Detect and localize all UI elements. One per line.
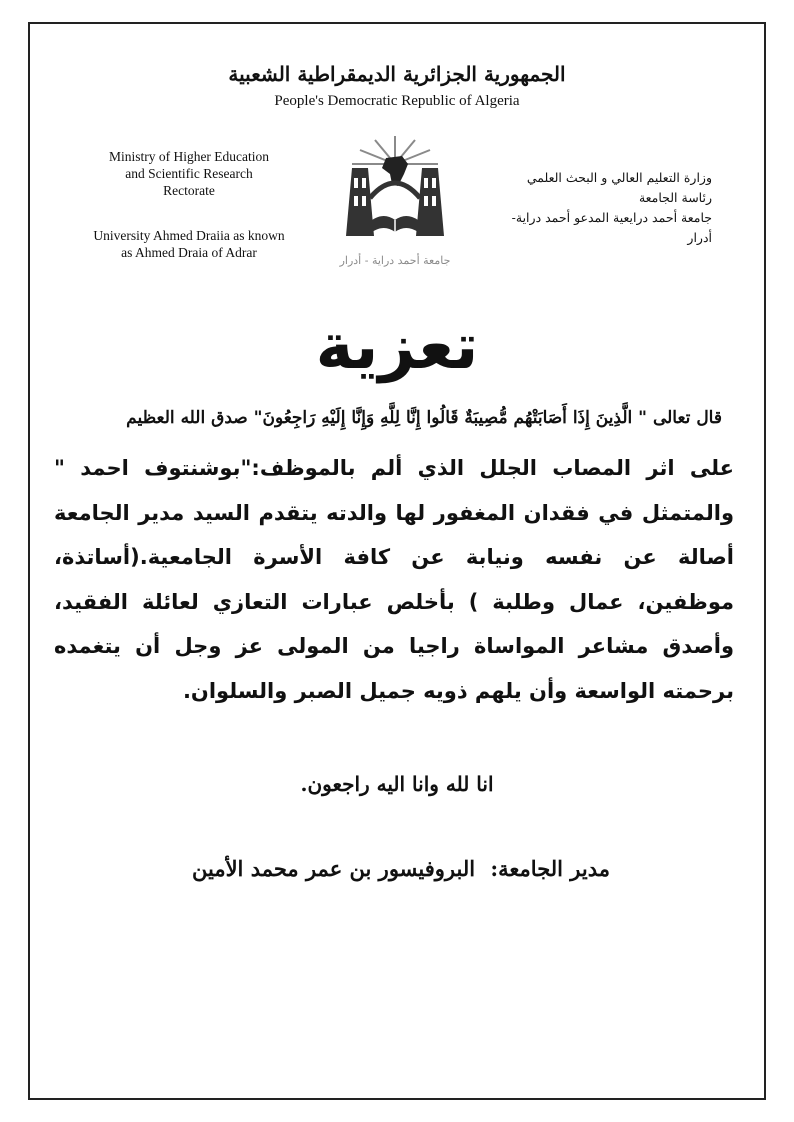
right-letterhead bbox=[492, 168, 712, 248]
signature-title: مدير الجامعة: bbox=[490, 856, 610, 881]
left-letterhead bbox=[78, 148, 300, 261]
header-arabic-title: الجمهورية الجزائرية الديمقراطية الشعبية bbox=[228, 62, 566, 86]
signature-block bbox=[192, 856, 610, 881]
university-line-1: University Ahmed Draiia as known bbox=[93, 228, 285, 243]
quran-verse: قال تعالى " الَّذِينَ إِذَا أَصَابَتْهُم مُّصِيبَةٌ قَالُوا إِنَّا لِلَّهِ وَإِنَّا إِلَيْهِ رَاجِعُونَ" صدق الله العظيم bbox=[126, 408, 722, 428]
header-english-title: People's Democratic Republic of Algeria bbox=[274, 93, 520, 109]
emblem-caption: جامعة أحمد دراية - أدرار bbox=[339, 254, 451, 267]
university-line-2: as Ahmed Draia of Adrar bbox=[121, 245, 257, 260]
signature-name: البروفيسور بن عمر محمد الأمين bbox=[192, 856, 476, 881]
university-emblem-icon bbox=[330, 128, 460, 267]
rectorate-label: Rectorate bbox=[163, 183, 215, 198]
closing-phrase: انا لله وانا اليه راجعون. bbox=[300, 772, 494, 796]
document-title: تعزية bbox=[315, 310, 479, 384]
ministry-line-1: Ministry of Higher Education bbox=[108, 149, 270, 164]
university-arabic: جامعة أحمد درايعية المدعو أحمد دراية- أدرار bbox=[511, 210, 712, 245]
ministry-arabic: وزارة التعليم العالي و البحث العلمي bbox=[526, 170, 712, 185]
rectorate-arabic: رئاسة الجامعة bbox=[638, 190, 712, 205]
condolence-body: على اثر المصاب الجلل الذي ألم بالموظف:"بوشنتوف احمد " والمتمثل في فقدان المغفور لها والدته يتقدم السيد مدير الجامعة أصالة عن نفسه ونيابة عن كافة الأسرة الجامعية.(أساتذة، موظفين، عمال وطلبة ) بأخلص عبارات التعازي لعائلة الفقيد، وأصدق مشاعر المواساة راجيا من المولى عز وجل أن يتغمده برحمته الواسعة وأن يلهم ذويه جميل الصبر والسلوان. bbox=[54, 456, 734, 703]
ministry-line-2: and Scientific Research bbox=[125, 166, 253, 181]
